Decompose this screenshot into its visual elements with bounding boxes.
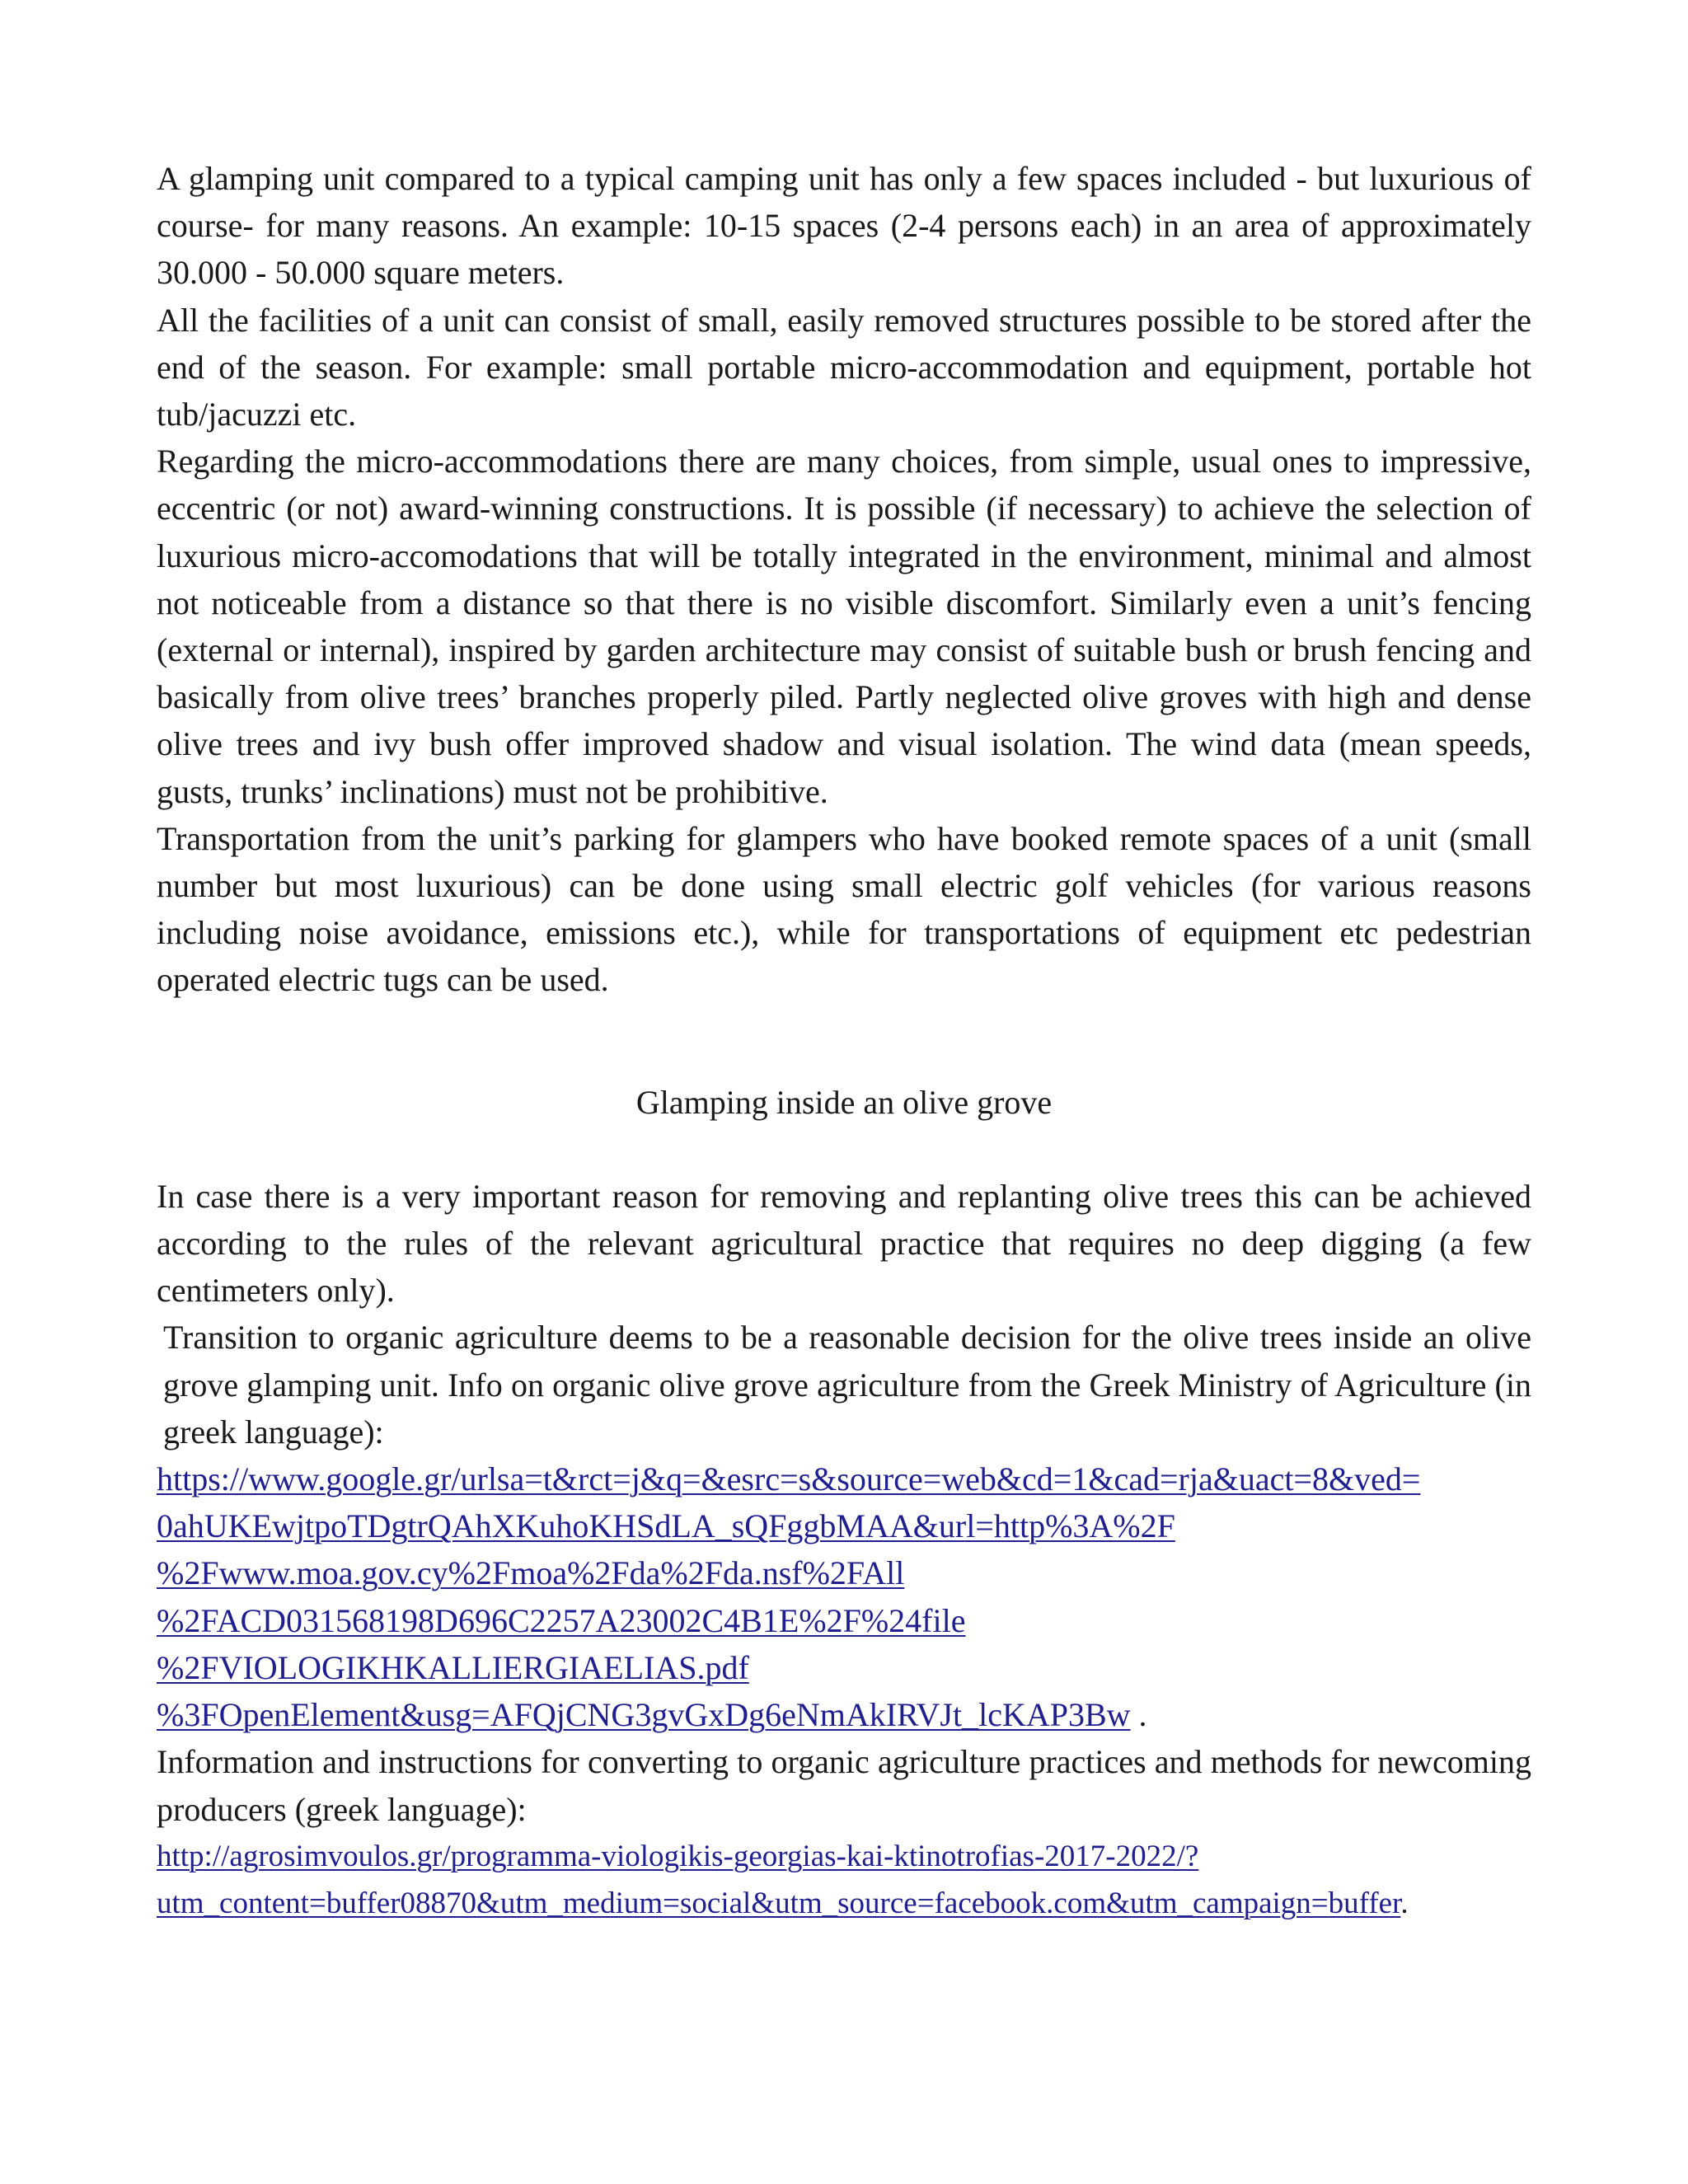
paragraph-organic-instructions: Information and instructions for converting to organic agriculture practices and methods for newcoming producers (greek language): <box>157 1743 1531 1828</box>
link-line: 0ahUKEwjtpoTDgtrQAhXKuhoKHSdLA_sQFggbMAA&url=http%3A%2F <box>157 1507 1175 1545</box>
paragraph-micro-accommodations: Regarding the micro-accommodations there are many choices, from simple, usual ones to impressive, eccentric (or not) award-winning constructions. It is possible (if necessary) to achieve the selection of luxurious micro-accomodations that will be totally integrated in the environment, minimal and almost not noticeable from a distance so that there is no visible discomfort. Similarly even a unit’s fencing (external or internal), inspired by garden architecture may consist of suitable bush or brush fencing and basically from olive trees’ branches properly piled. Partly neglected olive groves with high and dense olive trees and ivy bush offer improved shadow and visual isolation. The wind data (mean speeds, gusts, trunks’ inclinations) must not be prohibitive. <box>157 443 1531 810</box>
link-line: http://agrosimvoulos.gr/programma-viologikis-georgias-kai-ktinotrofias-2017-2022/? <box>157 1839 1199 1873</box>
agrosimvoulos-link-block <box>157 1833 1531 1927</box>
link-line: %2Fwww.moa.gov.cy%2Fmoa%2Fda%2Fda.nsf%2FAll <box>157 1554 905 1592</box>
link-line: %3FOpenElement&usg=AFQjCNG3gvGxDg6eNmAkIRVJt_lcKAP3Bw <box>157 1696 1131 1734</box>
ministry-organic-link[interactable] <box>157 1455 1531 1733</box>
link-trailing-punctuation: . <box>1130 1696 1147 1734</box>
paragraph-organic-transition: Transition to organic agriculture deems to be a reasonable decision for the olive trees inside an olive grove glamping unit. Info on organic olive grove agriculture from the Greek Ministry of Agriculture (in greek language): <box>163 1319 1531 1451</box>
agrosimvoulos-link[interactable] <box>157 1833 1531 1920</box>
paragraph-glamping-unit: A glamping unit compared to a typical camping unit has only a few spaces included - but luxurious of course- for many reasons. An example: 10-15 spaces (2-4 persons each) in an area of approximately 30.000 - 50.000 square meters. <box>157 160 1531 292</box>
spacer <box>157 1004 1531 1051</box>
link-line: %2FACD031568198D696C2257A23002C4B1E%2F%24file <box>157 1601 966 1639</box>
link-trailing-punctuation: . <box>1400 1886 1409 1920</box>
paragraph-replanting: In case there is a very important reason for removing and replanting olive trees this can be achieved according to the rules of the relevant agricultural practice that requires no deep digging (a few centimeters only). <box>157 1177 1531 1310</box>
section-heading: Glamping inside an olive grove <box>635 1083 1053 1121</box>
paragraph-facilities: All the facilities of a unit can consist of small, easily removed structures possible to be stored after the end of the season. For example: small portable micro-accommodation and equipment, portable hot tub/jacuzzi etc. <box>157 301 1531 434</box>
link-line: utm_content=buffer08870&utm_medium=social&utm_source=facebook.com&utm_campaign=buffer <box>157 1886 1401 1920</box>
link-line: https://www.google.gr/urlsa=t&rct=j&q=&esrc=s&source=web&cd=1&cad=rja&uact=8&ved= <box>157 1460 1421 1498</box>
link-line: %2FVIOLOGIKHKALLIERGIAELIAS.pdf <box>157 1648 749 1686</box>
paragraph-transportation: Transportation from the unit’s parking for glampers who have booked remote spaces of a unit (small number but most luxurious) can be done using small electric golf vehicles (for various reasons including noise avoidance, emissions etc.), while for transportations of equipment etc pedestrian operated electric tugs can be used. <box>157 819 1531 999</box>
document-page <box>157 155 1531 1927</box>
ministry-link-block <box>157 1455 1531 1738</box>
